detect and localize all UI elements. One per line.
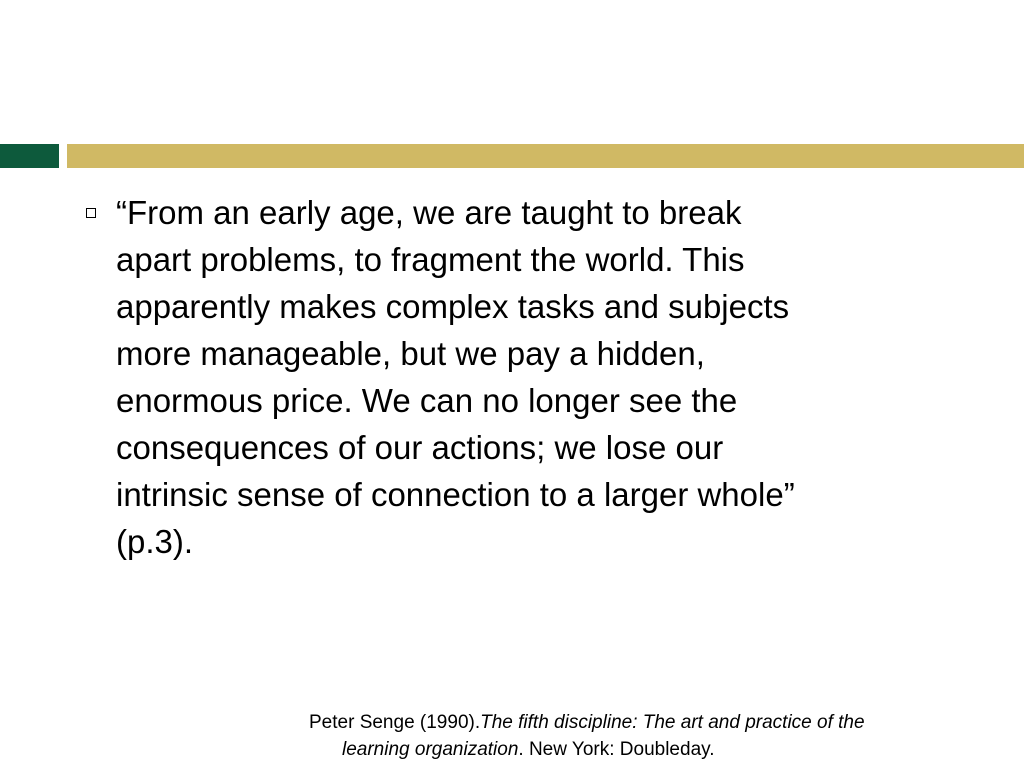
citation-line-2 bbox=[309, 736, 1009, 763]
citation bbox=[309, 709, 1009, 763]
quote-text: “From an early age, we are taught to break apart problems, to fragment the world. This apparently makes complex tasks and subjects more manageable, but we pay a hidden, enormous price. We can no longer see the consequences of our actions; we lose our intrinsic sense of connection to a larger whole” (p.3). bbox=[116, 194, 795, 560]
header-band-gold bbox=[67, 144, 1024, 168]
hollow-square-bullet-icon bbox=[86, 208, 96, 218]
citation-publisher: . New York: Doubleday. bbox=[518, 739, 715, 760]
citation-title-part2: learning organization bbox=[342, 739, 519, 760]
header-band-green bbox=[0, 144, 59, 168]
citation-title-part1: The fifth discipline: The art and practice of the bbox=[480, 712, 865, 733]
citation-author-year: Peter Senge (1990). bbox=[309, 712, 481, 733]
